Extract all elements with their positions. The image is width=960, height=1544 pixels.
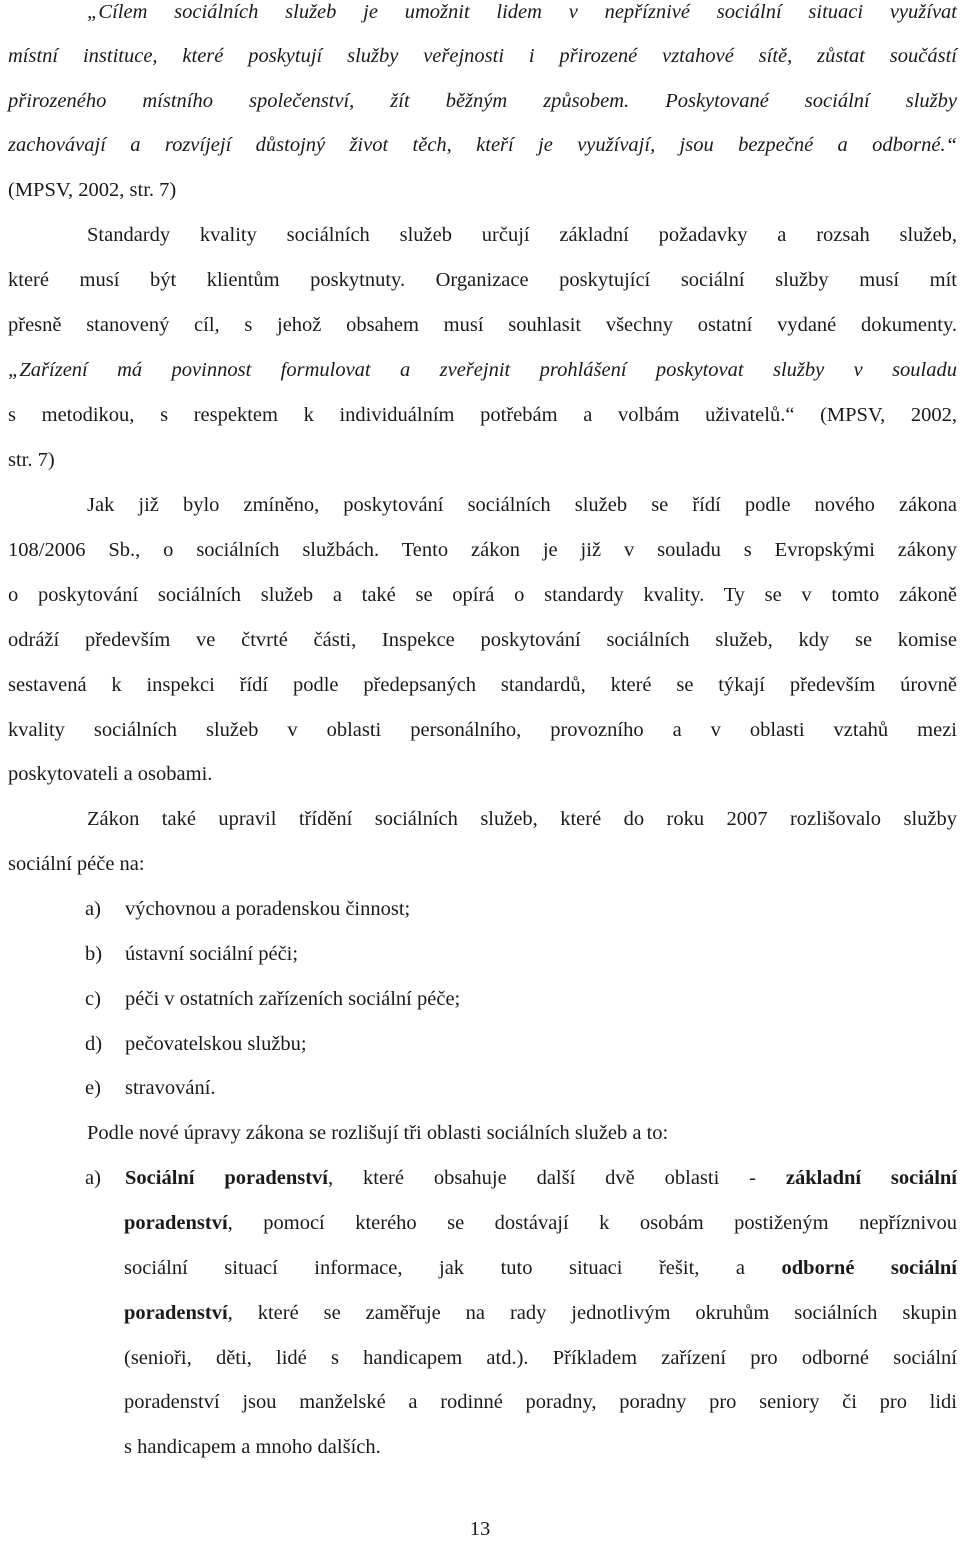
- text-line: sociální situací informace, jak tuto situaci řešit, a odborné sociální: [124, 1257, 957, 1279]
- text-line: s handicapem a mnoho dalších.: [124, 1436, 381, 1458]
- text-line: kvality sociálních služeb v oblasti personálního, provozního a v oblasti vztahů mezi: [8, 719, 957, 741]
- text-line: „Zařízení má povinnost formulovat a zveřejnit prohlášení poskytovat služby v souladu: [8, 359, 957, 381]
- text-line: které musí být klientům poskytnuty. Organizace poskytující sociální služby musí mít: [8, 269, 957, 291]
- text-line: sociální péče na:: [8, 853, 145, 875]
- text-line: sestavená k inspekci řídí podle předepsaných standardů, které se týkají především úrovně: [8, 674, 957, 696]
- page-number: 13: [469, 1518, 491, 1540]
- citation: str. 7): [8, 449, 55, 471]
- text-line: o poskytování sociálních služeb a také se opírá o standardy kvality. Ty se v tomto zákoně: [8, 584, 957, 606]
- citation: (MPSV, 2002, str. 7): [8, 179, 177, 201]
- list-item: e) stravování.: [85, 1077, 216, 1099]
- text-line: „Cílem sociálních služeb je umožnit lidem v nepříznivé sociální situaci využívat: [87, 1, 957, 23]
- text-line: Zákon také upravil třídění sociálních služeb, které do roku 2007 rozlišovalo služby: [87, 808, 957, 830]
- text-line: zachovávají a rozvíjejí důstojný život těch, kteří je využívají, jsou bezpečné a odborné.“: [8, 134, 957, 156]
- text-line: přirozeného místního společenství, žít běžným způsobem. Poskytované sociální služby: [8, 90, 957, 112]
- list-item: d) pečovatelskou službu;: [85, 1033, 307, 1055]
- text-line: poradenství jsou manželské a rodinné poradny, poradny pro seniory či pro lidi: [124, 1391, 957, 1413]
- list-item: b) ústavní sociální péči;: [85, 943, 299, 965]
- text-line: (senioři, děti, lidé s handicapem atd.). Příkladem zařízení pro odborné sociální: [124, 1347, 957, 1369]
- text-line: poradenství, pomocí kterého se dostávají k osobám postiženým nepříznivou: [124, 1212, 957, 1234]
- list-item: a) výchovnou a poradenskou činnost;: [85, 898, 411, 920]
- text-line: poskytovateli a osobami.: [8, 763, 213, 785]
- text-line: 108/2006 Sb., o sociálních službách. Tento zákon je již v souladu s Evropskými zákony: [8, 539, 957, 561]
- text-line: poradenství, které se zaměřuje na rady jednotlivým okruhům sociálních skupin: [124, 1302, 957, 1324]
- list-item: a) Sociální poradenství, které obsahuje další dvě oblasti - základní sociální: [85, 1167, 958, 1189]
- text-line: odráží především ve čtvrté části, Inspekce poskytování sociálních služeb, kdy se komise: [8, 629, 957, 651]
- text-line: Jak již bylo zmíněno, poskytování sociálních služeb se řídí podle nového zákona: [87, 494, 957, 516]
- text-line: Standardy kvality sociálních služeb určují základní požadavky a rozsah služeb,: [87, 224, 957, 246]
- text-line: přesně stanovený cíl, s jehož obsahem musí souhlasit všechny ostatní vydané dokumenty.: [8, 314, 957, 336]
- text-line: Podle nové úpravy zákona se rozlišují tři oblasti sociálních služeb a to:: [87, 1122, 669, 1144]
- text-line: s metodikou, s respektem k individuálním potřebám a volbám uživatelů.“ (MPSV, 2002,: [8, 404, 957, 426]
- list-item: c) péči v ostatních zařízeních sociální péče;: [85, 988, 461, 1010]
- text-line: místní instituce, které poskytují služby veřejnosti i přirozené vztahové sítě, zůstat součástí: [8, 45, 957, 67]
